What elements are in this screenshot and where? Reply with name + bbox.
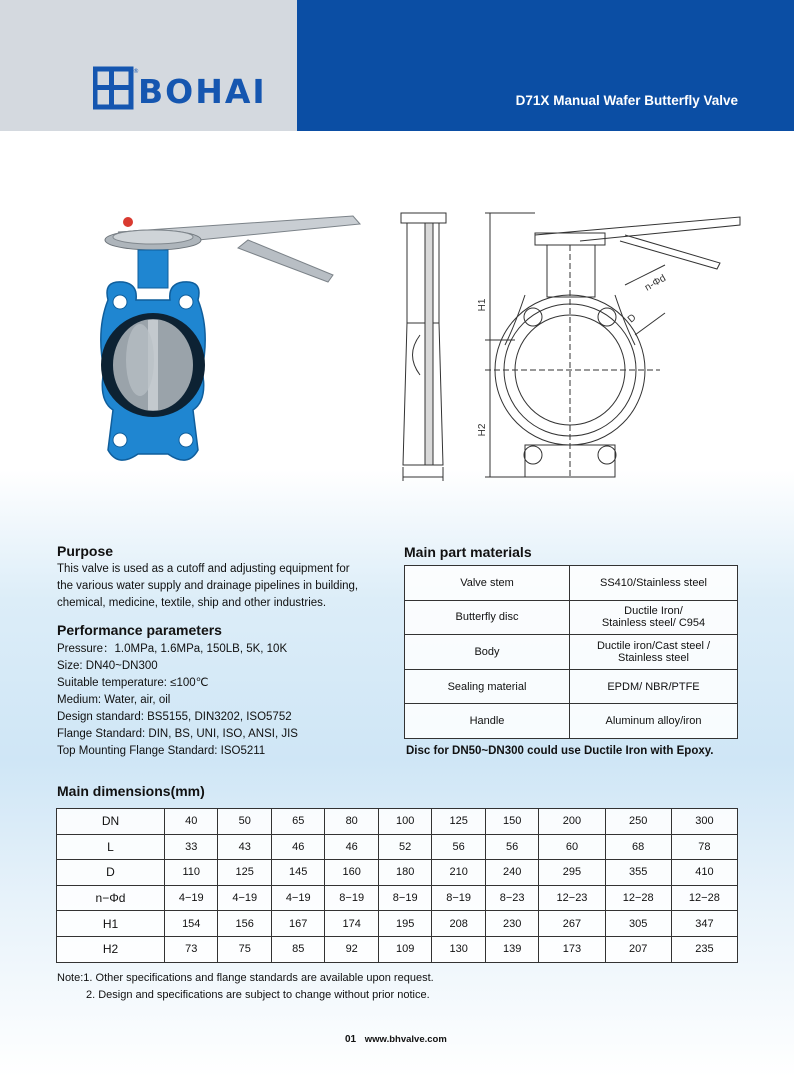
dimensions-cell: 200 (539, 809, 605, 835)
dimensions-row (57, 911, 738, 937)
dimensions-cell: 80 (325, 809, 378, 835)
purpose-title: Purpose (57, 543, 114, 559)
dimensions-row (57, 834, 738, 860)
valve-photo (98, 210, 368, 468)
dimensions-cell: 50 (218, 809, 271, 835)
performance-line: Flange Standard: DIN, BS, UNI, ISO, ANSI, JIS (57, 728, 298, 740)
dimensions-cell: 4−19 (271, 885, 324, 911)
performance-line: Suitable temperature: ≤100℃ (57, 677, 209, 689)
dimensions-cell: 56 (485, 834, 538, 860)
dimensions-row-label: H2 (57, 936, 165, 962)
performance-line: Design standard: BS5155, DIN3202, ISO5752 (57, 711, 292, 723)
dimensions-row-label: H1 (57, 911, 165, 937)
purpose-line: chemical, medicine, textile, ship and other industries. (57, 597, 327, 609)
materials-row (405, 669, 738, 704)
product-title: D71X Manual Wafer Butterfly Valve (515, 93, 738, 108)
page-header (0, 0, 794, 131)
dimensions-cell: 12−28 (671, 885, 737, 911)
dimensions-cell: 40 (165, 809, 218, 835)
dimensions-cell: 75 (218, 936, 271, 962)
dimensions-cell: 65 (271, 809, 324, 835)
header-blue-panel (297, 0, 794, 131)
dimensions-row-label: DN (57, 809, 165, 835)
drawing-label-nd: n-Φd (643, 272, 668, 294)
note-line-1: Note:1. Other specifications and flange standards are available upon request. (57, 972, 434, 984)
dimensions-row-label: n−Φd (57, 885, 165, 911)
dimensions-cell: 160 (325, 860, 378, 886)
dimensions-cell: 110 (165, 860, 218, 886)
dimensions-table (56, 808, 738, 963)
dimensions-cell: 195 (378, 911, 431, 937)
dimensions-cell: 46 (325, 834, 378, 860)
materials-row (405, 600, 738, 635)
dimensions-cell: 4−19 (218, 885, 271, 911)
performance-title: Performance parameters (57, 622, 222, 638)
materials-note: Disc for DN50~DN300 could use Ductile Iron with Epoxy. (406, 745, 714, 757)
materials-part-cell: Valve stem (405, 566, 570, 601)
drawing-label-h1: H1 (477, 298, 488, 312)
dimensions-cell: 295 (539, 860, 605, 886)
dimensions-cell: 139 (485, 936, 538, 962)
dimensions-cell: 173 (539, 936, 605, 962)
brand-name: BOHAI (138, 72, 267, 111)
dimensions-cell: 92 (325, 936, 378, 962)
dimensions-cell: 8−19 (432, 885, 485, 911)
dimensions-cell: 8−23 (485, 885, 538, 911)
materials-part-cell: Sealing material (405, 669, 570, 704)
purpose-line: This valve is used as a cutoff and adjusting equipment for (57, 563, 350, 575)
dimensions-row (57, 860, 738, 886)
dimensions-cell: 156 (218, 911, 271, 937)
materials-row (405, 704, 738, 739)
performance-line: Pressure：1.0MPa, 1.6MPa, 150LB, 5K, 10K (57, 643, 288, 655)
dimensions-row (57, 809, 738, 835)
dimensions-cell: 125 (218, 860, 271, 886)
dimensions-cell: 100 (378, 809, 431, 835)
materials-material-cell: Ductile iron/Cast steel / Stainless steel (570, 635, 738, 670)
dimensions-cell: 180 (378, 860, 431, 886)
dimensions-cell: 410 (671, 860, 737, 886)
materials-material-cell: SS410/Stainless steel (570, 566, 738, 601)
drawing-label-d: D (625, 312, 639, 326)
dimensions-cell: 78 (671, 834, 737, 860)
dimensions-row (57, 936, 738, 962)
dimensions-cell: 46 (271, 834, 324, 860)
dimensions-cell: 33 (165, 834, 218, 860)
dimensions-cell: 68 (605, 834, 671, 860)
dimensions-row-label: L (57, 834, 165, 860)
dimensions-cell: 305 (605, 911, 671, 937)
dimensions-cell: 109 (378, 936, 431, 962)
dimensions-cell: 130 (432, 936, 485, 962)
dimensions-cell: 8−19 (378, 885, 431, 911)
dimensions-cell: 174 (325, 911, 378, 937)
materials-title: Main part materials (404, 544, 532, 560)
dimensions-cell: 267 (539, 911, 605, 937)
dimensions-cell: 125 (432, 809, 485, 835)
purpose-line: the various water supply and drainage pipelines in building, (57, 580, 359, 592)
materials-row (405, 566, 738, 601)
dimensions-cell: 347 (671, 911, 737, 937)
materials-part-cell: Body (405, 635, 570, 670)
website-link[interactable]: www.bhvalve.com (364, 1034, 447, 1045)
dimensions-cell: 154 (165, 911, 218, 937)
dimensions-cell: 12−23 (539, 885, 605, 911)
page-number: 01 (345, 1034, 357, 1045)
dimensions-title: Main dimensions(mm) (57, 783, 205, 799)
dimensions-cell: 210 (432, 860, 485, 886)
page-footer (345, 1034, 447, 1045)
dimensions-cell: 8−19 (325, 885, 378, 911)
performance-line: Size: DN40~DN300 (57, 660, 158, 672)
dimensions-cell: 43 (218, 834, 271, 860)
materials-row (405, 635, 738, 670)
performance-text (57, 641, 298, 760)
materials-material-cell: Ductile Iron/ Stainless steel/ C954 (570, 600, 738, 635)
materials-part-cell: Butterfly disc (405, 600, 570, 635)
dimensions-cell: 235 (671, 936, 737, 962)
dimensions-cell: 167 (271, 911, 324, 937)
dimensions-cell: 207 (605, 936, 671, 962)
performance-line: Top Mounting Flange Standard: ISO5211 (57, 745, 266, 757)
dimensions-cell: 85 (271, 936, 324, 962)
purpose-text (57, 561, 358, 612)
materials-material-cell: EPDM/ NBR/PTFE (570, 669, 738, 704)
svg-text:®: ® (133, 68, 139, 75)
dimensions-row-label: D (57, 860, 165, 886)
materials-part-cell: Handle (405, 704, 570, 739)
dimensions-cell: 145 (271, 860, 324, 886)
dimensions-cell: 4−19 (165, 885, 218, 911)
dimensions-cell: 240 (485, 860, 538, 886)
dimensions-cell: 355 (605, 860, 671, 886)
dimensions-cell: 52 (378, 834, 431, 860)
technical-drawing (385, 205, 755, 485)
dimensions-cell: 12−28 (605, 885, 671, 911)
dimensions-cell: 208 (432, 911, 485, 937)
drawing-label-h2: H2 (477, 423, 488, 437)
dimensions-row (57, 885, 738, 911)
dimensions-cell: 250 (605, 809, 671, 835)
dimensions-cell: 300 (671, 809, 737, 835)
dimensions-cell: 73 (165, 936, 218, 962)
materials-material-cell: Aluminum alloy/iron (570, 704, 738, 739)
dimensions-cell: 150 (485, 809, 538, 835)
materials-table (404, 565, 738, 739)
dimensions-cell: 230 (485, 911, 538, 937)
dimensions-cell: 60 (539, 834, 605, 860)
dimensions-cell: 56 (432, 834, 485, 860)
performance-line: Medium: Water, air, oil (57, 694, 171, 706)
note-line-2: 2. Design and specifications are subject to change without prior notice. (86, 989, 430, 1001)
